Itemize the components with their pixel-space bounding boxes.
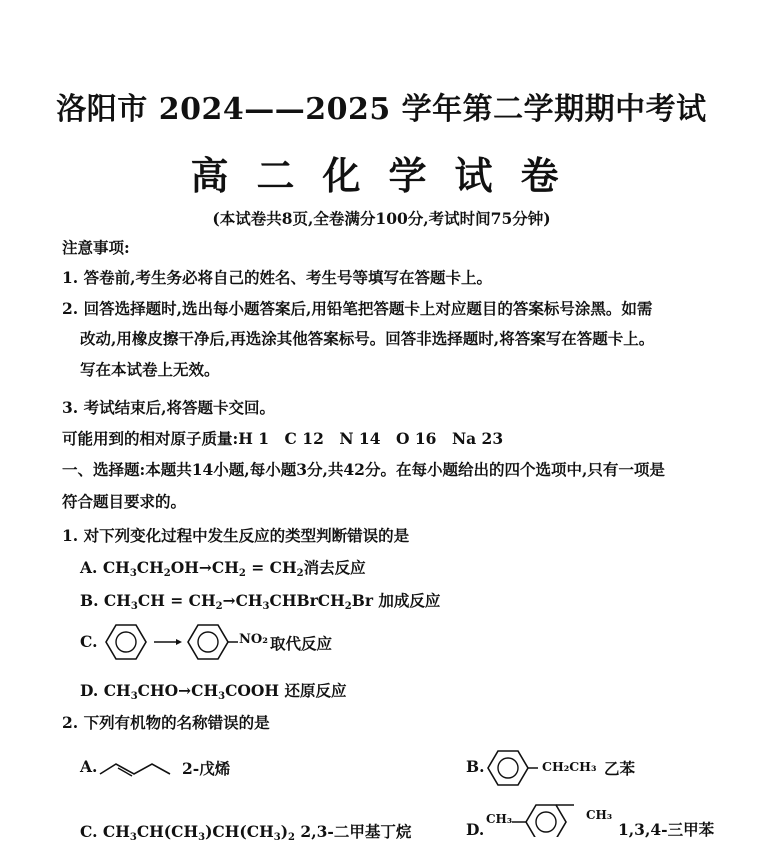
note-item-2-cont2: 写在本试卷上无效。 <box>80 360 220 379</box>
section-1-instructions-cont: 符合题目要求的。 <box>62 492 187 511</box>
q1-option-c-substituent: NO₂ <box>239 632 268 647</box>
q2-option-d-label: D. <box>466 820 485 839</box>
q1-option-a-label: A. <box>80 558 98 577</box>
note-item-1: 1. 答卷前,考生务必将自己的姓名、考生号等填写在答题卡上。 <box>62 268 492 287</box>
question-2-stem: 2. 下列有机物的名称错误的是 <box>62 713 270 732</box>
q1-option-d-label: D. <box>80 681 99 700</box>
q1-option-d-type: 还原反应 <box>284 681 347 700</box>
note-item-3: 3. 考试结束后,将答题卡交回。 <box>62 398 275 417</box>
q2-option-c <box>80 820 411 842</box>
nitrobenzene-ring <box>188 625 238 659</box>
exam-info: (本试卷共8页,全卷满分100分,考试时间75分钟) <box>212 209 551 228</box>
q1-option-d-formula: $CH_3CHO\to CH_3COOH$ <box>103 681 285 702</box>
reaction-arrow <box>154 639 182 645</box>
note-item-2: 2. 回答选择题时,选出每小题答案后,用铅笔把答题卡上对应题目的答案标号涂黑。如需 <box>62 299 653 318</box>
atomic-masses: 可能用到的相对原子质量:H 1 C 12 N 14 O 16 Na 23 <box>62 429 504 448</box>
q1-option-b <box>80 589 440 611</box>
exam-title: 洛阳市 2024——2025 学年第二学期期中考试 <box>56 92 707 127</box>
q1-option-b-label: B. <box>80 591 99 610</box>
q2-option-a-structure <box>96 752 186 782</box>
q2-option-c-formula: $CH_3CH(CH_3)CH(CH_3)_2$ <box>102 822 296 843</box>
q2-option-a-name: 2-戊烯 <box>182 759 231 778</box>
notes-heading: 注意事项: <box>62 238 130 257</box>
q2-option-b-name: 乙苯 <box>604 759 636 778</box>
q2-option-c-label: C. <box>80 822 98 841</box>
q2-option-d-methyl-left: CH₃ <box>486 812 513 826</box>
q2-option-a-label: A. <box>80 757 98 776</box>
q2-option-d-name: 1,3,4-三甲苯 <box>618 820 715 839</box>
q1-option-c-label: C. <box>80 632 98 651</box>
note-item-2-cont: 改动,用橡皮擦干净后,再选涂其他答案标号。回答非选择题时,将答案写在答题卡上。 <box>80 329 655 348</box>
exam-subject-title: 高二化学试卷 <box>190 153 587 198</box>
q1-option-d <box>80 679 346 701</box>
q1-option-b-formula: $CH_3CH$ = $CH_2\to CH_3CHBrCH_2Br$ <box>103 591 379 612</box>
q1-option-a <box>80 556 366 578</box>
q1-option-a-type: 消去反应 <box>303 558 366 577</box>
q2-option-d-methyl-right: CH₃ <box>586 808 613 822</box>
q2-option-b-substituent: CH₂CH₃ <box>542 759 597 774</box>
q1-option-b-type: 加成反应 <box>378 591 441 610</box>
benzene-ring <box>106 625 146 659</box>
q2-option-b-label: B. <box>466 757 485 776</box>
section-1-instructions: 一、选择题:本题共14小题,每小题3分,共42分。在每小题给出的四个选项中,只有一项是 <box>62 460 665 479</box>
q2-option-c-name: 2,3-二甲基丁烷 <box>300 822 412 841</box>
question-1-stem: 1. 对下列变化过程中发生反应的类型判断错误的是 <box>62 526 410 545</box>
q1-option-a-formula: $CH_3CH_2OH\to CH_2 = CH_2$ <box>102 558 304 579</box>
q1-option-c-type: 取代反应 <box>270 634 333 653</box>
q2-option-b-structure <box>482 746 542 790</box>
